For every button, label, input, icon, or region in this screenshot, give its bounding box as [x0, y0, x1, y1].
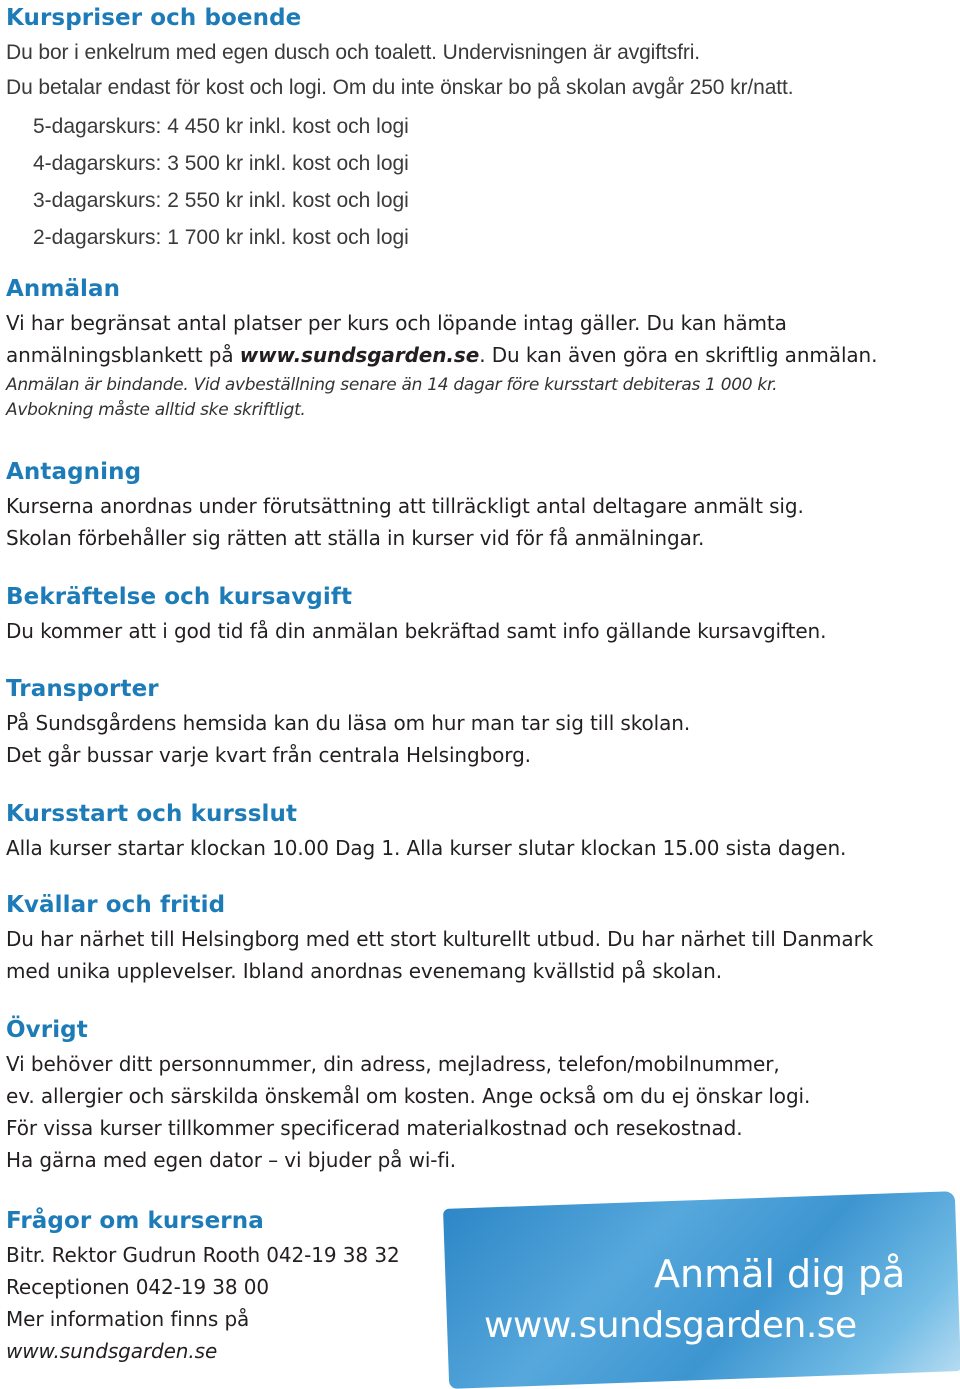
- text-anmalan-line2-post: . Du kan även göra en skriftlig anmälan.: [479, 343, 878, 367]
- text-ovrigt-line1: Vi behöver ditt personnummer, din adress, mejladress, telefon/mobilnummer,: [6, 1052, 780, 1076]
- text-antagning-line2: Skolan förbehåller sig rätten att ställa in kurser vid för få anmälningar.: [6, 526, 705, 550]
- heading-fragor: Frågor om kurserna: [6, 1208, 264, 1234]
- text-kurspriser-line2: Du betalar endast för kost och logi. Om du inte önskar bo på skolan avgår 250 kr/natt.: [6, 76, 794, 99]
- heading-ovrigt: Övrigt: [6, 1017, 88, 1043]
- section-kurspriser: [6, 4, 794, 256]
- text-anmalan-note1: Anmälan är bindande. Vid avbeställning senare än 14 dagar före kursstart debiteras 1 000 kr.: [6, 375, 778, 395]
- text-ovrigt-line4: Ha gärna med egen dator – vi bjuder på wi-fi.: [6, 1148, 457, 1172]
- price-item-5-day: 5-dagarskurs: 4 450 kr inkl. kost och logi: [33, 115, 409, 138]
- section-kvallar: [6, 891, 873, 987]
- price-item-4-day: 4-dagarskurs: 3 500 kr inkl. kost och logi: [33, 152, 409, 175]
- signup-banner-url[interactable]: www.sundsgarden.se: [484, 1305, 857, 1346]
- text-bekraftelse-line1: Du kommer att i god tid få din anmälan bekräftad samt info gällande kursavgiften.: [6, 619, 827, 643]
- section-transporter: [6, 675, 690, 771]
- signup-banner-title: Anmäl dig på: [654, 1252, 906, 1296]
- text-fragor-line2: Receptionen 042-19 38 00: [6, 1275, 270, 1299]
- heading-kurspriser: Kurspriser och boende: [6, 5, 302, 31]
- text-transporter-line2: Det går bussar varje kvart från centrala Helsingborg.: [6, 743, 531, 767]
- price-item-3-day: 3-dagarskurs: 2 550 kr inkl. kost och logi: [33, 189, 409, 212]
- text-fragor-line3: Mer information finns på: [6, 1307, 250, 1331]
- text-anmalan-line2: [6, 339, 877, 371]
- heading-kvallar: Kvällar och fritid: [6, 892, 226, 918]
- heading-bekraftelse: Bekräftelse och kursavgift: [6, 584, 353, 610]
- heading-transporter: Transporter: [6, 676, 159, 702]
- text-kursstart-line1: Alla kurser startar klockan 10.00 Dag 1. Alla kurser slutar klockan 15.00 sista dagen.: [6, 836, 847, 860]
- section-kursstart: [6, 800, 846, 864]
- text-antagning-line1: Kurserna anordnas under förutsättning att tillräckligt antal deltagare anmält sig.: [6, 494, 804, 518]
- text-anmalan-line2-pre: anmälningsblankett på: [6, 343, 240, 367]
- heading-antagning: Antagning: [6, 459, 142, 485]
- section-fragor: [6, 1207, 400, 1367]
- text-ovrigt-line3: För vissa kurser tillkommer specificerad materialkostnad och resekostnad.: [6, 1116, 743, 1140]
- link-fragor-website[interactable]: www.sundsgarden.se: [6, 1339, 218, 1363]
- section-bekraftelse: [6, 583, 826, 647]
- text-fragor-line1: Bitr. Rektor Gudrun Rooth 042-19 38 32: [6, 1243, 400, 1267]
- text-kvallar-line2: med unika upplevelser. Ibland anordnas evenemang kvällstid på skolan.: [6, 959, 722, 983]
- text-ovrigt-line2: ev. allergier och särskilda önskemål om kosten. Ange också om du ej önskar logi.: [6, 1084, 811, 1108]
- text-transporter-line1: På Sundsgårdens hemsida kan du läsa om hur man tar sig till skolan.: [6, 711, 691, 735]
- price-item-2-day: 2-dagarskurs: 1 700 kr inkl. kost och logi: [33, 226, 409, 249]
- price-list: [6, 108, 794, 256]
- heading-kursstart: Kursstart och kursslut: [6, 801, 298, 827]
- text-anmalan-note2: Avbokning måste alltid ske skriftligt.: [6, 400, 306, 420]
- section-anmalan: [6, 275, 877, 423]
- section-antagning: [6, 458, 804, 554]
- text-anmalan-line1: Vi har begränsat antal platser per kurs och löpande intag gäller. Du kan hämta: [6, 311, 787, 335]
- text-kvallar-line1: Du har närhet till Helsingborg med ett stort kulturellt utbud. Du har närhet till Danmark: [6, 927, 874, 951]
- section-ovrigt: [6, 1016, 810, 1176]
- link-anmalan-website[interactable]: www.sundsgarden.se: [239, 343, 480, 367]
- heading-anmalan: Anmälan: [6, 276, 121, 302]
- text-kurspriser-line1: Du bor i enkelrum med egen dusch och toalett. Undervisningen är avgiftsfri.: [6, 41, 701, 64]
